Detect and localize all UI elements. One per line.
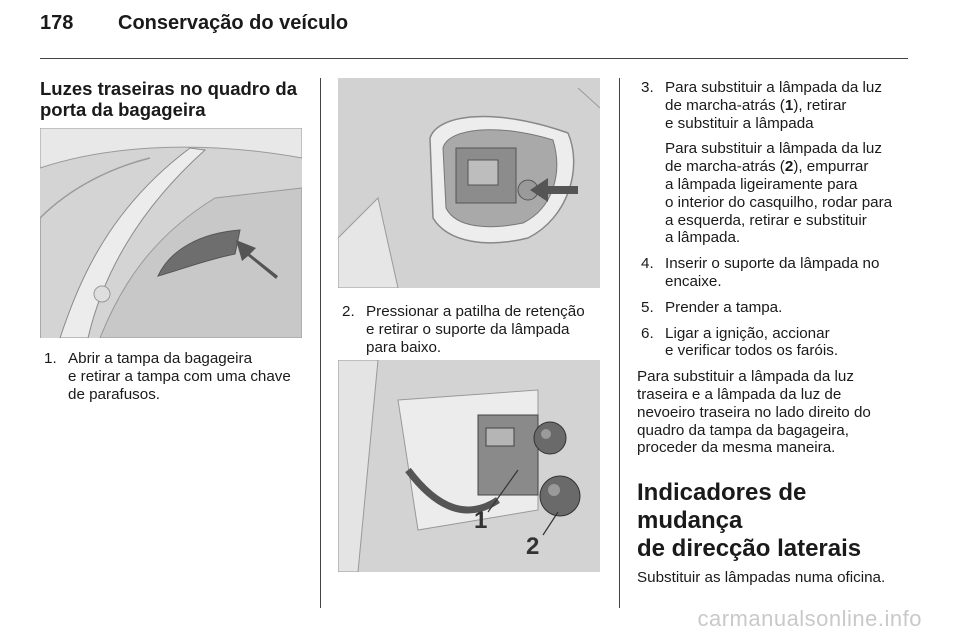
page-header [40, 12, 920, 52]
paragraph: Para substituir a lâmpada da luz traseira e a lâmpada da luz de nevoeiro traseira no lado direito do quadro da tampa da bagageira, proceder da mesma maneira. [637, 368, 871, 457]
list-item: 2. Pressionar a patilha de retenção e retirar o suporte da lâmpada para baixo. [342, 303, 585, 356]
final-text: Substituir as lâmpadas numa oficina. [637, 569, 886, 587]
tailgate-illustration [40, 128, 302, 338]
list-item: 3. Para substituir a lâmpada da luz de marcha-atrás (1), retirar e substituir a lâmpada Para substituir a lâmpada da luz de marcha-atrás (2), empurrar a lâmpada ligeiramente para o interior do casquilho, rodar para a esquerda, retirar e substituir a lâmpada. [641, 79, 893, 247]
section-heading: Luzes traseiras no quadro da porta da bagageira [40, 78, 298, 120]
right-column [637, 79, 913, 587]
list-item: 6. Ligar a ignição, accionar e verificar todos os faróis. [641, 324, 839, 360]
bulb-illustration [338, 360, 600, 572]
column-divider-right [619, 78, 620, 608]
left-column [40, 78, 302, 120]
watermark: carmanualsonline.info [697, 606, 922, 631]
bulb-figure [338, 360, 600, 572]
list-item: 5. Prender a tampa. [641, 298, 783, 316]
section-title: Indicadores de mudança de direcção laterais [637, 479, 862, 563]
lamp-holder-figure [338, 78, 600, 288]
callout-2: 2 [526, 533, 540, 560]
list-item: 1. Abrir a tampa da bagageira e retirar a tampa com uma chave de parafusos. [44, 350, 291, 403]
column-divider-left [320, 78, 321, 608]
lamp-holder-illustration [338, 78, 600, 288]
step-2 [342, 303, 612, 364]
header-rule [40, 58, 908, 59]
page-title: Conservação do veículo [118, 12, 349, 34]
tailgate-figure [40, 128, 302, 338]
callout-1: 1 [474, 507, 488, 534]
step-1 [44, 350, 306, 411]
list-item: 4. Inserir o suporte da lâmpada no encaixe. [641, 255, 880, 290]
page-number: 178 [40, 12, 74, 34]
